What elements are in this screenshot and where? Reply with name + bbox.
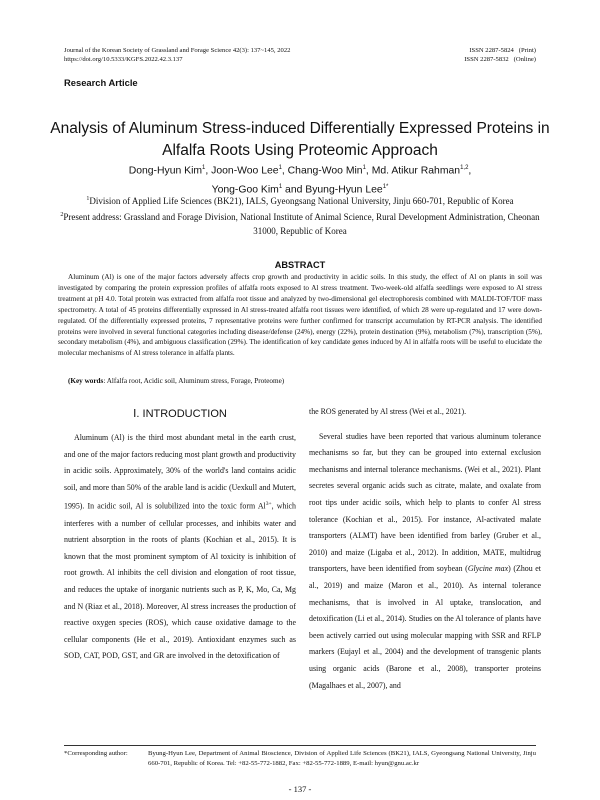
footnote-text: Byung-Hyun Lee, Department of Animal Bioscience, Division of Applied Life Sciences (BK21), IALS, Gyeongsang National University, Jinju 660-701, Republic of Korea. Tel: +82-55-772-1882, Fax: +82-55-772-1889, E-mail: hyun@gnu.ac.kr — [148, 750, 536, 767]
issn-online: ISSN 2287-5832 (Online) — [464, 56, 536, 63]
keywords-label: (Key words — [68, 377, 104, 385]
issn-print: ISSN 2287-5824 (Print) — [469, 47, 536, 54]
author-affil-mark: 1 — [278, 184, 283, 191]
footnote-divider — [64, 745, 536, 746]
author-name: Yong-Goo Kim — [211, 184, 279, 196]
author-name: Dong-Hyun Kim — [128, 165, 203, 177]
footnote-label: *Corresponding author: — [64, 750, 128, 757]
section-heading-introduction: Ⅰ. INTRODUCTION — [133, 408, 227, 420]
affiliation-2: $^2$Present address: Grassland and Forage Division, National Institute of Animal Science, Rural Development Administration, Cheonan 31000, Republic of Korea — [60, 212, 540, 237]
intro-paragraph-1-continued: the ROS generated by Al stress (Wei et al., 2021). — [309, 407, 467, 416]
author-line-1 — [40, 160, 560, 179]
author-name: and Byung-Hyun Lee — [282, 184, 383, 196]
intro-paragraph-1: Aluminum (Al) is the third most abundant metal in the earth crust, and one of the major factors reducing most plant growth and productivity in acidic soils. Approximately, 30% of the world's land contains acidic soil, and more than 50% of the arable land is acidic (Uexkull and Mutert, 1995). In acidic soil, Al is solubilized into the toxic form $Al^{3+}$, which interferes with a number of cellular processes, and inhibits water and nutrient absorption in the roots of plants (Kochian et al., 2015). It is known that the most prominent symptom of Al toxicity is inhibition of root growth. Al inhibits the cell division and elongation of root tissue, and reduces the uptake of inorganic nutrients such as P, K, Mo, Ca, Mg and N (Riaz et al., 2018). Moreover, Al stress increases the production of reactive oxygen species (ROS), which cause oxidative damage to the cellular components (He et al., 2019). Antioxidant enzymes such as SOD, CAT, POD, GST, and GR are involved in the detoxification of — [64, 433, 296, 661]
right-column — [309, 404, 541, 694]
author-name: , Joon-Woo Lee — [205, 165, 279, 177]
author-affil-mark: 1 — [202, 165, 206, 171]
author-affil-mark: 1 — [278, 165, 282, 171]
header-left — [64, 46, 290, 64]
affiliations — [54, 192, 546, 239]
title-line-1: Analysis of Aluminum Stress-induced Differentially Expressed Proteins in — [50, 120, 550, 137]
paper-title — [40, 118, 560, 162]
author-name: , Chang-Woo Min — [281, 165, 363, 177]
keywords — [68, 376, 538, 386]
author-affil-mark: 1 — [362, 165, 366, 171]
page-number-footer: - 137 - — [288, 784, 312, 794]
keywords-text: : Alfalfa root, Acidic soil, Aluminum stress, Forage, Proteome) — [103, 377, 285, 385]
author-separator: , — [468, 165, 472, 177]
author-affil-mark: 1,2 — [460, 165, 469, 171]
title-line-2: Alfalfa Roots Using Proteomic Approach — [162, 142, 438, 159]
author-affil-mark: 1* — [382, 184, 389, 191]
intro-paragraph-2: Several studies have been reported that various aluminum tolerance mechanisms so far, but they can be grouped into external exclusion mechanisms and internal tolerance mechanisms. (Wei et al., 2021). Plant secretes several organic acids such as citrate, malate, and oxalate from root tips under acidic soils, which help to plants to confer Al stress tolerance (Kochian et al., 2015). For instance, Al-activated malate transporters (ALMT) have been identified from barley (Gruber et al., 2010) and maize (Ligaba et al., 2012). In addition, MATE, multidrug transporters, have been identified from soybean (Glycine max) (Zhou et al., 2019) and maize (Maron et al., 2010). As internal tolerance mechanisms, that is involved in Al uptake, translocation, and detoxification (Li et al., 2014). Studies on the Al tolerance of plants have been actively carried out using molecular mapping with SSR and RFLP markers (Eujayl et al., 2004) and the development of transgenic plants using organic acids (Barone et al., 2008), transporter proteins (Magalhaes et al., 2007), and — [309, 431, 541, 690]
corresponding-author-footnote — [64, 749, 536, 768]
abstract-body: Aluminum (Al) is one of the major factors adversely affects crop growth and productivity in acidic soils. In this study, the effect of Al on plants in soil was investigated by comparing the protein expression profiles of alfalfa roots exposed to Al stress treatment. Two-week-old alfalfa seedlings were exposed to Al stress treatment at pH 4.0. Total protein was extracted from alfalfa root tissue and analyzed by two-dimensional gel electrophoresis combined with MALDI-TOF/TOF mass spectrometry. A total of 45 proteins differentially expressed in Al stress-treated alfalfa root tissues were identified, of which 28 were up-regulated and 17 were down-regulated. Of the differentially expressed proteins, 7 representative proteins were further confirmed for transcript accumulation by RT-PCR analysis. The identified proteins were involved in several functional categories including disease/defense (24%), energy (22%), protein destination (9%), metabolism (7%), transcription (5%), secondary metabolism (4%), and ambiguous classification (29%). The identification of key candidate genes induced by Al in alfalfa roots will be useful to elucidate the molecular mechanisms of Al stress tolerance in alfalfa plants. — [58, 273, 542, 358]
affiliation-1: $^1$Division of Applied Life Sciences (BK21), IALS, Gyeongsang National University, Jinju 660-701, Republic of Korea — [86, 196, 514, 206]
article-type: Research Article — [64, 77, 138, 88]
left-column — [64, 404, 296, 665]
author-name: , Md. Atikur Rahman — [365, 165, 461, 177]
header-right — [464, 46, 536, 64]
abstract-heading: ABSTRACT — [274, 260, 326, 270]
journal-citation: Journal of the Korean Society of Grassland and Forage Science 42(3): 137~145, 2022 — [64, 47, 291, 54]
doi-link[interactable]: https://doi.org/10.5333/KGFS.2022.42.3.137 — [64, 56, 183, 63]
